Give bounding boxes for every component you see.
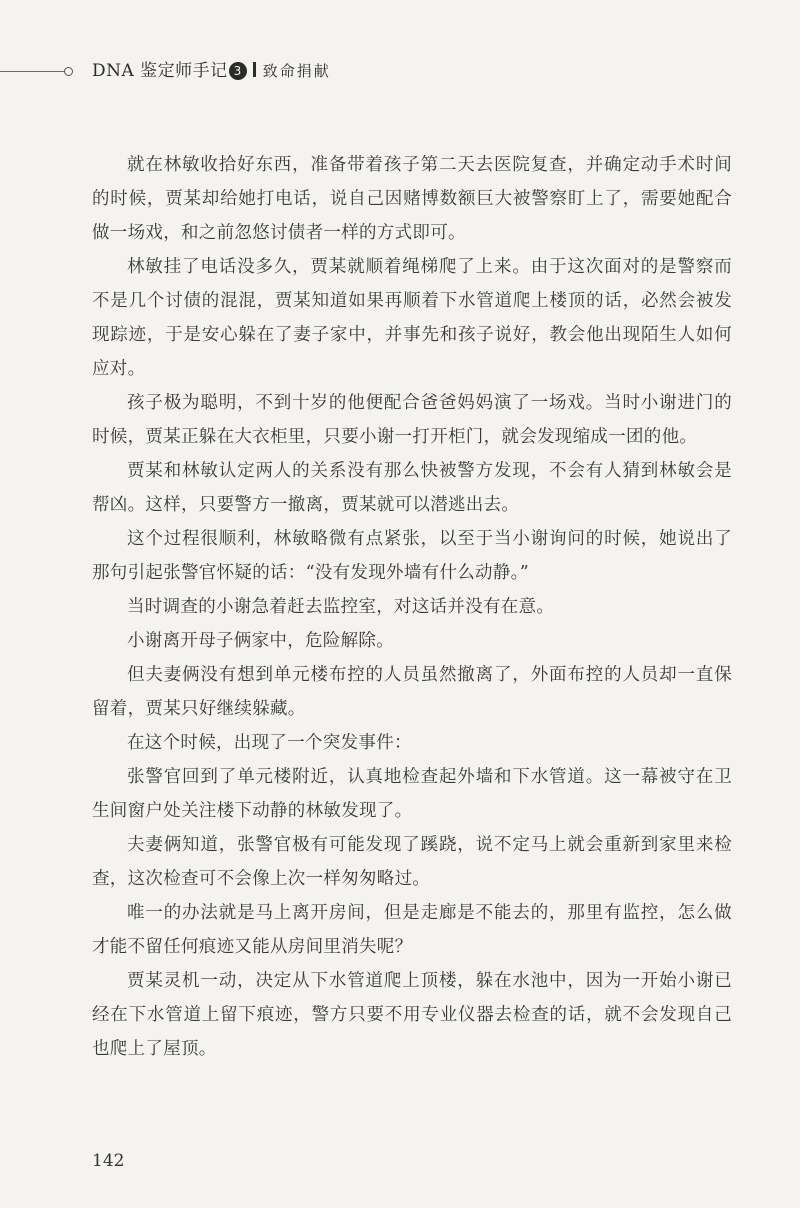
book-subtitle: 致命捐献 bbox=[262, 62, 331, 80]
page-number: 142 bbox=[92, 1151, 125, 1171]
volume-badge: 3 bbox=[229, 62, 247, 80]
paragraph: 贾某和林敏认定两人的关系没有那么快被警方发现，不会有人猜到林敏会是帮凶。这样，只要警方一撤离，贾某就可以潜逃出去。 bbox=[92, 461, 732, 515]
running-header bbox=[0, 56, 800, 88]
header-circle-ornament bbox=[64, 67, 73, 76]
paragraph: 当时调查的小谢急着赶去监控室，对这话并没有在意。 bbox=[127, 597, 555, 617]
paragraph: 夫妻俩知道，张警官极有可能发现了蹊跷，说不定马上就会重新到家里来检查，这次检查可不会像上次一样匆匆略过。 bbox=[92, 835, 732, 889]
paragraph: 唯一的办法就是马上离开房间，但是走廊是不能去的，那里有监控，怎么做才能不留任何痕迹又能从房间里消失呢？ bbox=[92, 903, 732, 957]
paragraph: 但夫妻俩没有想到单元楼布控的人员虽然撤离了，外面布控的人员却一直保留着，贾某只好继续躲藏。 bbox=[92, 665, 732, 719]
paragraph: 孩子极为聪明，不到十岁的他便配合爸爸妈妈演了一场戏。当时小谢进门的时候，贾某正躲在大衣柜里，只要小谢一打开柜门，就会发现缩成一团的他。 bbox=[92, 393, 732, 447]
paragraph: 在这个时候，出现了一个突发事件： bbox=[127, 733, 412, 753]
book-title: DNA 鉴定师手记 bbox=[92, 61, 228, 81]
paragraph: 这个过程很顺利，林敏略微有点紧张，以至于当小谢询问的时候，她说出了那句引起张警官怀疑的话：“没有发现外墙有什么动静。” bbox=[92, 529, 732, 583]
paragraph: 林敏挂了电话没多久，贾某就顺着绳梯爬了上来。由于这次面对的是警察而不是几个讨债的混混，贾某知道如果再顺着下水管道爬上楼顶的话，必然会被发现踪迹，于是安心躲在了妻子家中，并事先和孩子说好，教会他出现陌生人如何应对。 bbox=[92, 257, 732, 379]
paragraph: 小谢离开母子俩家中，危险解除。 bbox=[127, 631, 394, 651]
header-title bbox=[92, 60, 331, 82]
paragraph: 贾某灵机一动，决定从下水管道爬上顶楼，躲在水池中，因为一开始小谢已经在下水管道上留下痕迹，警方只要不用专业仪器去检查的话，就不会发现自己也爬上了屋顶。 bbox=[92, 971, 732, 1059]
paragraph: 张警官回到了单元楼附近，认真地检查起外墙和下水管道。这一幕被守在卫生间窗户处关注楼下动静的林敏发现了。 bbox=[92, 767, 732, 821]
body-text bbox=[92, 148, 732, 1066]
paragraph: 就在林敏收拾好东西，准备带着孩子第二天去医院复查，并确定动手术时间的时候，贾某却给她打电话，说自己因赌博数额巨大被警察盯上了，需要她配合做一场戏，和之前忽悠讨债者一样的方式即可。 bbox=[92, 155, 732, 243]
header-separator bbox=[253, 62, 256, 77]
header-rule bbox=[0, 71, 66, 72]
